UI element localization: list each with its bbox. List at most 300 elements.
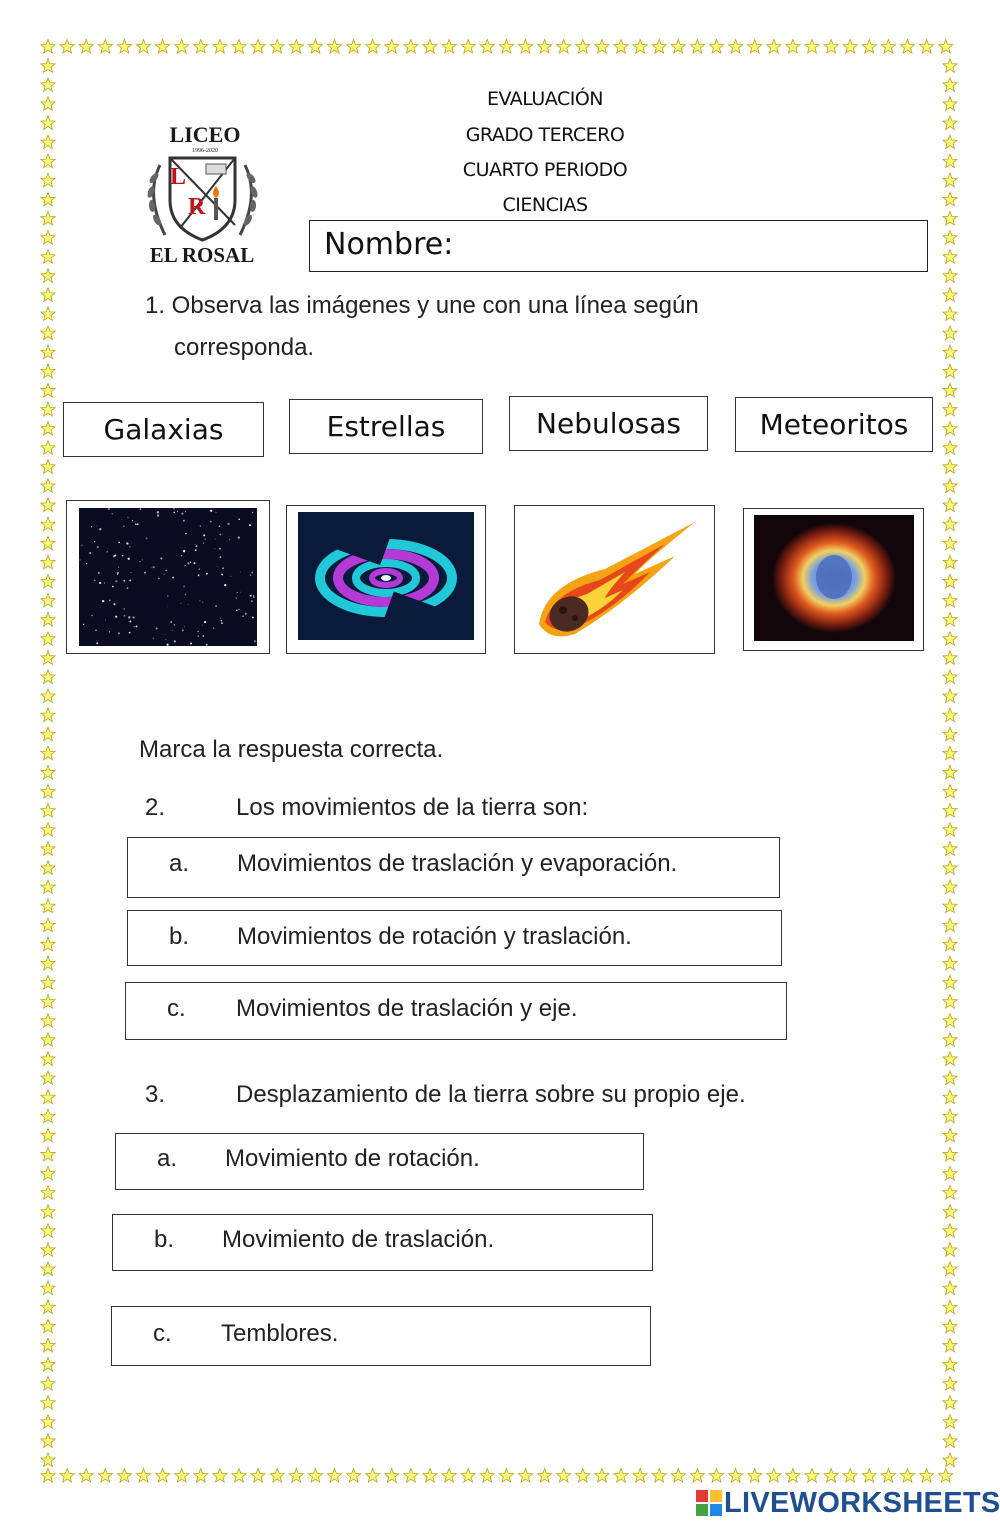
star-dot <box>173 624 175 626</box>
border-star <box>943 574 957 588</box>
border-star <box>767 40 781 54</box>
image-meteorite[interactable] <box>514 505 715 654</box>
q2-option-c-text: Movimientos de traslación y eje. <box>236 995 578 1022</box>
star-dot <box>190 642 192 644</box>
word-box-galaxias[interactable]: Galaxias <box>63 402 264 457</box>
star-dot <box>167 595 169 597</box>
border-star <box>671 40 685 54</box>
star-dot <box>202 625 203 626</box>
border-star <box>251 40 265 54</box>
star-dot <box>153 638 154 639</box>
star-dot <box>109 631 110 632</box>
star-dot <box>238 519 240 521</box>
star-dot <box>172 577 174 579</box>
border-star <box>690 40 704 54</box>
star-dot <box>195 544 196 545</box>
star-dot <box>156 627 158 629</box>
border-star <box>41 116 55 130</box>
border-star <box>633 1469 647 1483</box>
border-star <box>41 307 55 321</box>
border-star <box>709 1469 723 1483</box>
star-dot <box>230 576 231 577</box>
star-dot <box>157 514 159 516</box>
star-dot <box>190 562 191 563</box>
star-dot <box>214 548 215 549</box>
border-star <box>943 536 957 550</box>
border-star <box>41 804 55 818</box>
border-star <box>423 1469 437 1483</box>
border-star <box>943 422 957 436</box>
star-dot <box>121 519 122 520</box>
star-dot <box>137 523 139 525</box>
star-dot <box>229 539 230 540</box>
border-star <box>843 40 857 54</box>
border-star <box>943 842 957 856</box>
star-dot <box>250 595 252 597</box>
border-star <box>943 59 957 73</box>
star-dot <box>213 627 214 628</box>
border-star <box>194 1469 208 1483</box>
star-dot <box>108 508 110 510</box>
border-star <box>595 1469 609 1483</box>
header-grado: GRADO TERCERO <box>465 124 625 146</box>
border-star <box>41 97 55 111</box>
border-star <box>41 1071 55 1085</box>
border-star <box>41 1377 55 1391</box>
image-spiral-galaxy[interactable] <box>286 505 486 654</box>
border-star <box>943 460 957 474</box>
star-dot <box>238 609 240 611</box>
star-dot <box>113 603 115 605</box>
border-star <box>943 345 957 359</box>
border-star <box>41 1109 55 1123</box>
star-dot <box>122 555 123 556</box>
border-star <box>843 1469 857 1483</box>
q3-option-b[interactable] <box>112 1214 653 1271</box>
border-star <box>943 1147 957 1161</box>
border-star <box>404 40 418 54</box>
border-star <box>423 40 437 54</box>
border-star <box>41 1224 55 1238</box>
border-star <box>41 288 55 302</box>
star-dot <box>236 598 237 599</box>
star-dot <box>142 559 143 560</box>
border-star <box>41 1434 55 1448</box>
star-dot <box>128 517 129 518</box>
border-star <box>943 1205 957 1219</box>
star-dot <box>224 584 226 586</box>
star-dot <box>240 592 241 593</box>
star-dot <box>96 526 97 527</box>
star-dot <box>250 575 251 576</box>
brand-name: LIVEWORKSHEETS <box>724 1486 1000 1519</box>
star-dot <box>177 511 178 512</box>
border-star <box>943 78 957 92</box>
border-star <box>41 670 55 684</box>
border-star <box>862 40 876 54</box>
border-star <box>41 574 55 588</box>
border-star <box>41 899 55 913</box>
border-star <box>442 40 456 54</box>
border-star <box>633 40 647 54</box>
star-dot <box>172 630 173 631</box>
border-star <box>652 40 666 54</box>
border-star <box>41 154 55 168</box>
star-dot <box>126 542 128 544</box>
star-dot <box>157 511 159 513</box>
border-star <box>943 937 957 951</box>
border-star <box>943 708 957 722</box>
border-star <box>41 861 55 875</box>
q3-option-a-letter: a. <box>157 1145 178 1172</box>
border-star <box>943 555 957 569</box>
border-star <box>614 1469 628 1483</box>
star-dot <box>242 615 243 616</box>
star-dot <box>128 558 130 560</box>
star-dot <box>237 592 238 593</box>
star-dot <box>202 635 204 637</box>
star-dot <box>79 559 80 560</box>
border-star <box>943 632 957 646</box>
border-star <box>943 1166 957 1180</box>
star-dot <box>105 620 106 621</box>
star-dot <box>96 642 98 644</box>
star-dot <box>199 569 200 570</box>
star-dot <box>112 513 113 514</box>
border-star <box>538 1469 552 1483</box>
border-star <box>41 1453 55 1467</box>
border-star <box>671 1469 685 1483</box>
border-star <box>136 40 150 54</box>
star-dot <box>154 567 155 568</box>
star-dot <box>107 551 108 552</box>
border-star <box>805 40 819 54</box>
border-star <box>41 383 55 397</box>
star-dot <box>238 536 240 538</box>
q3-option-b-text: Movimiento de traslación. <box>222 1226 495 1253</box>
star-dot <box>222 567 224 569</box>
border-star <box>943 383 957 397</box>
border-star <box>943 173 957 187</box>
star-dot <box>170 621 172 623</box>
border-star <box>943 956 957 970</box>
star-dot <box>146 537 148 539</box>
star-dot <box>164 574 165 575</box>
star-dot <box>124 608 125 609</box>
border-star <box>98 1469 112 1483</box>
star-dot <box>151 567 152 568</box>
star-dot <box>114 555 116 557</box>
star-dot <box>222 574 223 575</box>
star-dot <box>115 616 117 618</box>
border-star <box>41 1469 55 1483</box>
border-star <box>943 479 957 493</box>
border-star <box>943 1453 957 1467</box>
star-dot <box>202 602 203 603</box>
border-star <box>270 40 284 54</box>
border-star <box>943 1357 957 1371</box>
border-star <box>41 192 55 206</box>
border-star <box>786 40 800 54</box>
border-star <box>943 1186 957 1200</box>
star-dot <box>203 542 204 543</box>
question1-line1: 1. Observa las imágenes y une con una línea según <box>145 292 699 319</box>
star-dot <box>198 636 199 637</box>
star-dot <box>166 644 168 646</box>
border-star <box>98 40 112 54</box>
border-star <box>943 746 957 760</box>
star-dot <box>210 510 212 512</box>
name-field[interactable] <box>309 220 928 272</box>
star-dot <box>200 525 202 527</box>
star-dot <box>199 600 200 601</box>
image-nebula[interactable] <box>743 508 924 651</box>
star-dot <box>198 631 199 632</box>
border-star <box>557 1469 571 1483</box>
border-star <box>943 765 957 779</box>
q2-option-b-letter: b. <box>169 923 190 950</box>
q3-option-c[interactable] <box>111 1306 651 1366</box>
logo-top-text: LICEO <box>169 122 241 147</box>
border-star <box>943 1090 957 1104</box>
starfield-icon <box>79 508 257 646</box>
border-star <box>41 1014 55 1028</box>
star-dot <box>129 546 130 547</box>
star-dot <box>104 582 105 583</box>
star-dot <box>254 640 256 642</box>
border-star <box>41 784 55 798</box>
star-dot <box>160 557 162 559</box>
border-star <box>595 40 609 54</box>
border-star <box>41 842 55 856</box>
border-star <box>943 1052 957 1066</box>
border-star <box>41 1396 55 1410</box>
star-dot <box>123 525 125 527</box>
star-dot <box>183 520 185 522</box>
border-star <box>41 1090 55 1104</box>
border-star <box>943 784 957 798</box>
border-star <box>943 231 957 245</box>
star-dot <box>253 597 255 599</box>
star-dot <box>215 539 216 540</box>
border-star <box>41 937 55 951</box>
star-dot <box>181 603 182 604</box>
border-star <box>943 269 957 283</box>
q3-option-a[interactable] <box>115 1133 644 1190</box>
border-star <box>943 1128 957 1142</box>
star-dot <box>221 622 223 624</box>
header-subject: CIENCIAS <box>502 194 588 216</box>
star-dot <box>184 565 185 566</box>
border-star <box>499 1469 513 1483</box>
star-dot <box>86 563 87 564</box>
star-dot <box>112 586 114 588</box>
border-star <box>943 498 957 512</box>
border-star <box>862 1469 876 1483</box>
star-dot <box>158 578 160 580</box>
border-star <box>943 116 957 130</box>
border-star <box>194 40 208 54</box>
star-dot <box>215 605 217 607</box>
header-evaluacion: EVALUACIÓN <box>486 88 604 110</box>
border-star <box>943 804 957 818</box>
star-dot <box>94 580 95 581</box>
border-star <box>41 651 55 665</box>
star-dot <box>129 621 131 623</box>
star-dot <box>182 630 183 631</box>
border-star <box>41 1300 55 1314</box>
border-star <box>943 517 957 531</box>
question3-text: Desplazamiento de la tierra sobre su propio eje. <box>236 1081 746 1108</box>
border-star <box>117 40 131 54</box>
border-star <box>41 1262 55 1276</box>
image-starfield[interactable] <box>66 500 270 654</box>
border-star <box>943 288 957 302</box>
border-star <box>499 40 513 54</box>
star-dot <box>251 600 252 601</box>
border-star <box>41 995 55 1009</box>
border-star <box>41 211 55 225</box>
q2-option-c[interactable] <box>125 982 787 1040</box>
star-dot <box>94 541 95 542</box>
border-star <box>366 1469 380 1483</box>
border-star <box>41 173 55 187</box>
word-box-estrellas[interactable]: Estrellas <box>289 399 483 454</box>
word-box-meteoritos[interactable]: Meteoritos <box>735 397 933 452</box>
star-dot <box>132 616 134 618</box>
border-star <box>41 593 55 607</box>
q3-option-c-text: Temblores. <box>221 1320 339 1347</box>
border-star <box>943 1434 957 1448</box>
star-dot <box>245 613 247 615</box>
border-star <box>289 40 303 54</box>
border-star <box>748 1469 762 1483</box>
border-star <box>41 498 55 512</box>
border-star <box>920 1469 934 1483</box>
star-dot <box>89 552 91 554</box>
star-dot <box>185 511 186 512</box>
star-dot <box>174 640 176 642</box>
star-dot <box>115 580 117 582</box>
border-star <box>557 40 571 54</box>
border-star <box>943 1262 957 1276</box>
border-star <box>943 823 957 837</box>
logo-letter-r: R <box>188 194 206 220</box>
border-star <box>41 555 55 569</box>
star-dot <box>219 525 221 527</box>
star-dot <box>196 545 198 547</box>
border-star <box>518 1469 532 1483</box>
border-star <box>213 40 227 54</box>
star-dot <box>216 512 217 513</box>
word-box-nebulosas[interactable]: Nebulosas <box>509 396 708 451</box>
star-dot <box>210 521 212 523</box>
star-dot <box>99 582 101 584</box>
star-dot <box>165 634 166 635</box>
logo-bottom-text: EL ROSAL <box>149 243 255 267</box>
border-star <box>576 40 590 54</box>
border-star <box>480 1469 494 1483</box>
border-star <box>385 40 399 54</box>
border-star <box>41 975 55 989</box>
star-dot <box>118 632 120 634</box>
border-star <box>461 40 475 54</box>
border-star <box>41 823 55 837</box>
star-dot <box>183 586 185 588</box>
star-dot <box>249 524 251 526</box>
border-star <box>729 1469 743 1483</box>
star-dot <box>98 572 100 574</box>
border-star <box>79 40 93 54</box>
border-star <box>767 1469 781 1483</box>
border-star <box>41 40 55 54</box>
star-dot <box>188 604 189 605</box>
border-star <box>41 422 55 436</box>
question2-number: 2. <box>145 794 166 821</box>
border-star <box>943 135 957 149</box>
q2-option-a[interactable] <box>127 837 780 898</box>
star-dot <box>183 550 185 552</box>
star-dot <box>173 512 175 514</box>
border-star <box>943 1033 957 1047</box>
border-star <box>347 1469 361 1483</box>
border-star <box>117 1469 131 1483</box>
star-dot <box>185 533 187 535</box>
border-star <box>232 40 246 54</box>
border-star <box>41 880 55 894</box>
border-star <box>308 1469 322 1483</box>
border-star <box>41 765 55 779</box>
border-star <box>41 956 55 970</box>
border-star <box>41 1281 55 1295</box>
liveworksheets-brand[interactable] <box>696 1486 1000 1520</box>
border-star <box>175 1469 189 1483</box>
star-dot <box>205 539 206 540</box>
border-star <box>939 40 953 54</box>
star-dot <box>253 595 254 596</box>
border-star <box>943 1338 957 1352</box>
border-star <box>943 1014 957 1028</box>
border-star <box>41 536 55 550</box>
border-star <box>41 1357 55 1371</box>
star-dot <box>109 600 110 601</box>
border-star <box>213 1469 227 1483</box>
star-dot <box>95 630 96 631</box>
star-dot <box>134 626 135 627</box>
border-star <box>327 40 341 54</box>
border-star <box>805 1469 819 1483</box>
border-star <box>41 1147 55 1161</box>
star-dot <box>252 616 254 618</box>
border-star <box>786 1469 800 1483</box>
border-star <box>136 1469 150 1483</box>
border-star <box>41 1319 55 1333</box>
border-star <box>943 441 957 455</box>
star-dot <box>130 544 131 545</box>
border-star <box>41 746 55 760</box>
border-star <box>614 40 628 54</box>
star-dot <box>221 620 222 621</box>
border-star <box>347 40 361 54</box>
spiral-galaxy-icon <box>298 512 474 640</box>
header-periodo: CUARTO PERIODO <box>462 159 628 181</box>
border-star <box>41 613 55 627</box>
border-star <box>943 1415 957 1429</box>
border-star <box>41 632 55 646</box>
border-star <box>60 40 74 54</box>
star-dot <box>139 561 140 562</box>
q2-option-b[interactable] <box>127 910 782 966</box>
